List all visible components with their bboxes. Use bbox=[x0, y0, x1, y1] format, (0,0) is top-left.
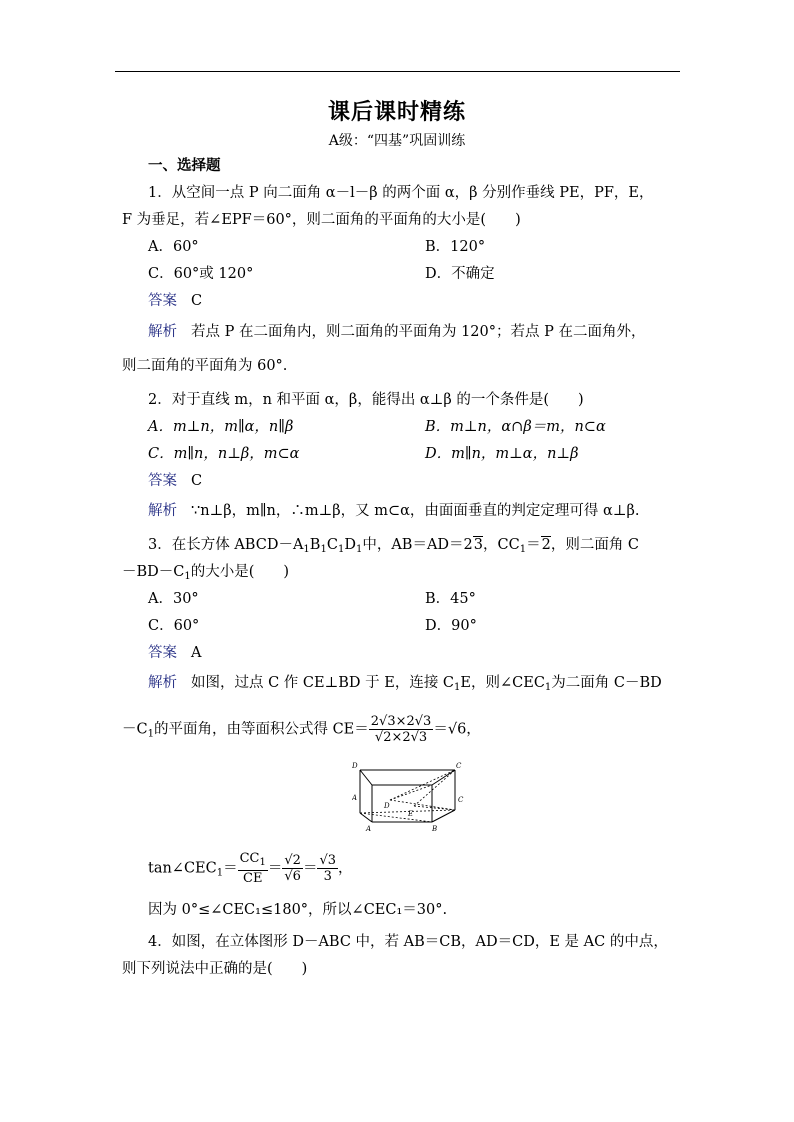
page-title: 课后课时精练 bbox=[327, 99, 466, 125]
q3-tan-line: $\tan\angle CEC_1=$ $\frac{CC_1}{CE}$ ＝ $\frac{√2}{√6}$ ＝ $\frac{√3}{3}$ ， bbox=[148, 851, 353, 886]
label-a: A bbox=[366, 825, 372, 833]
q4-stem-line1: 4．如图，在立体图形 D－ABC 中，若 AB＝CB，AD＝CD，E 是 AC 的中点， bbox=[148, 934, 668, 950]
q3-option-c: C．60° bbox=[148, 618, 200, 634]
q2-analysis bbox=[148, 501, 639, 521]
section-heading: 一、选择题 bbox=[148, 157, 221, 174]
q3-stem-line1: 3．在长方体 $ABCD-A_1B_1C_1D_1$中，AB＝AD＝23，$CC_1=2$，则二面角 C bbox=[148, 537, 640, 555]
q3-answer bbox=[148, 643, 201, 663]
analysis-label: 解析 bbox=[148, 324, 177, 340]
cuboid-figure bbox=[352, 758, 470, 833]
q3-answer-value: A bbox=[191, 645, 202, 661]
answer-label: 答案 bbox=[148, 645, 177, 661]
q2-option-a: A．m⊥n，m∥α，n∥β bbox=[148, 419, 294, 435]
q4-stem-line2: 则下列说法中正确的是( ) bbox=[122, 961, 308, 977]
answer-label: 答案 bbox=[148, 473, 177, 489]
q2-option-b: B．m⊥n，α∩β＝m，n⊂α bbox=[425, 419, 606, 435]
q1-stem-line2: F 为垂足，若∠EPF＝60°，则二面角的平面角的大小是( ) bbox=[122, 212, 521, 228]
q2-stem: 2．对于直线 m，n 和平面 α，β，能得出 α⊥β 的一个条件是( ) bbox=[148, 392, 584, 408]
q3-analysis-line1: 解析 如图，过点 C 作 CE⊥BD 于 E，连接 $C_1E$，则$\angle CEC_1$为二面角 C－BD bbox=[148, 675, 662, 693]
label-c1: C bbox=[456, 762, 462, 770]
q1-analysis-line1 bbox=[148, 322, 645, 342]
q1-option-c: C．60°或 120° bbox=[148, 266, 254, 282]
header-rule bbox=[115, 71, 680, 72]
q2-option-d: D．m∥n，m⊥α，n⊥β bbox=[425, 446, 579, 462]
q3-option-b: B．45° bbox=[425, 591, 476, 607]
tan-fraction-3: $\frac{√3}{3}$ bbox=[319, 853, 337, 884]
q1-analysis-line2: 则二面角的平面角为 60°. bbox=[122, 358, 288, 374]
analysis-label: 解析 bbox=[148, 503, 177, 519]
label-c: C bbox=[458, 796, 464, 804]
q1-stem-line1: 1．从空间一点 P 向二面角 α－l－β 的两个面 α，β 分别作垂线 PE，PF，E， bbox=[148, 185, 654, 201]
page-subtitle: A级：“四基”巩固训练 bbox=[328, 133, 466, 149]
q3-final: 因为 0°≤∠CEC₁≤180°，所以∠CEC₁＝30°. bbox=[148, 902, 448, 918]
q1-option-b: B．120° bbox=[425, 239, 486, 255]
label-b: B bbox=[432, 825, 438, 833]
ce-fraction: $\frac{2√3\times 2√3}{√2\times 2√3}$ bbox=[370, 714, 432, 745]
label-d: D bbox=[384, 802, 390, 810]
label-d1: D bbox=[352, 762, 358, 770]
q1-analysis-text1: 若点 P 在二面角内，则二面角的平面角为 120°；若点 P 在二面角外， bbox=[191, 324, 646, 340]
q3-stem-line2: $-BD-C_1$的大小是( ) bbox=[122, 564, 290, 582]
q3-option-d: D．90° bbox=[425, 618, 477, 634]
q1-answer-value: C bbox=[191, 293, 203, 309]
q2-answer-value: C bbox=[191, 473, 203, 489]
q2-analysis-text: ∵n⊥β，m∥n，∴m⊥β，又 m⊂α，由面面垂直的判定定理可得 α⊥β. bbox=[191, 503, 640, 519]
tan-fraction-1: $\frac{CC_1}{CE}$ bbox=[239, 851, 266, 886]
q2-option-c: C．m∥n，n⊥β，m⊂α bbox=[148, 446, 300, 462]
analysis-label: 解析 bbox=[148, 675, 177, 691]
q2-answer bbox=[148, 471, 202, 491]
label-a1: A bbox=[352, 794, 358, 802]
q3-analysis-line2: $-C_1$的平面角，由等面积公式得 CE＝ $\frac{2√3\times 2√3}{√2\times 2√3}$ ＝√6， bbox=[122, 714, 481, 745]
q1-option-d: D．不确定 bbox=[425, 266, 495, 282]
answer-label: 答案 bbox=[148, 293, 177, 309]
q1-answer bbox=[148, 291, 202, 311]
q3-option-a: A．30° bbox=[148, 591, 199, 607]
tan-fraction-2: $\frac{√2}{√6}$ bbox=[284, 853, 301, 884]
label-e: E bbox=[408, 810, 414, 818]
q1-option-a: A．60° bbox=[148, 239, 199, 255]
